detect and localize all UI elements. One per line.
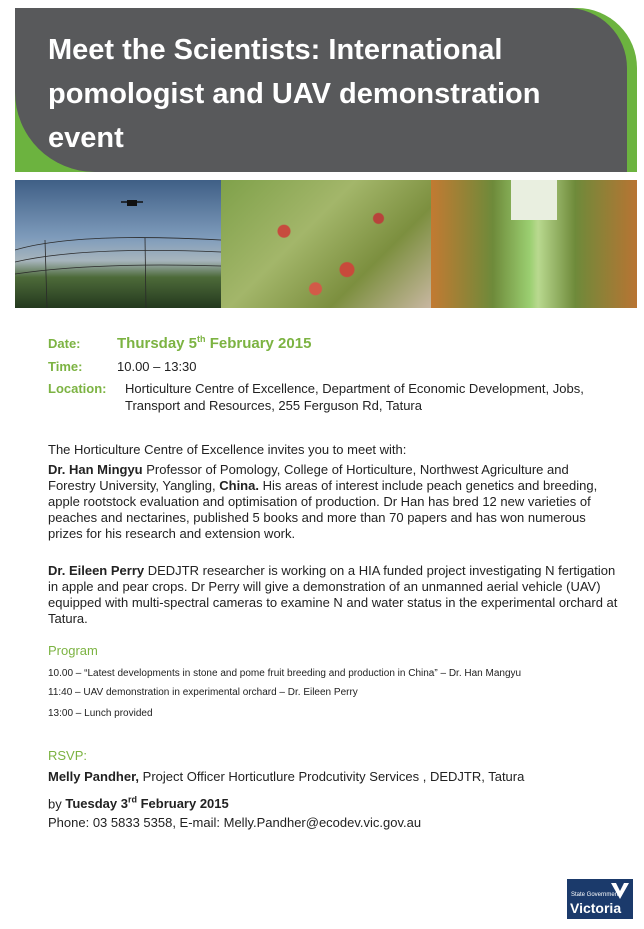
- rsvp-deadline-day: Tuesday 3: [65, 796, 128, 812]
- photo-strip: [15, 180, 637, 308]
- date-month-year: February 2015: [205, 335, 312, 352]
- rsvp-heading: RSVP:: [48, 748, 88, 763]
- time-label: Time:: [48, 359, 83, 374]
- logo-main-text: Victoria: [570, 900, 622, 916]
- rsvp-deadline-date: [65, 796, 228, 811]
- logo-small-text: State Government: [571, 892, 620, 898]
- location-line-2: Transport and Resources, 255 Ferguson Rd, Tatura: [125, 398, 422, 413]
- speaker-2-bio: [48, 563, 618, 627]
- speaker-2-name: Dr. Eileen Perry: [48, 563, 145, 578]
- drone-photo: [15, 180, 221, 308]
- date-day: Thursday 5: [117, 335, 198, 352]
- orchard-row-photo: [431, 180, 637, 308]
- program-item-2: 11:40 – UAV demonstration in experimental orchard – Dr. Eileen Perry: [48, 687, 358, 698]
- rsvp-phone-email: Phone: 03 5833 5358, E-mail: Melly.Pandher@ecodev.vic.gov.au: [48, 815, 422, 830]
- victoria-government-logo: [567, 879, 633, 919]
- time-value: 10.00 – 13:30: [117, 359, 197, 374]
- drone-icon: [15, 180, 221, 308]
- program-item-3: 13:00 – Lunch provided: [48, 708, 153, 719]
- rsvp-contact-role: Project Officer Horticutlure Prodcutivity Services , DEDJTR, Tatura: [139, 769, 525, 784]
- intro-text: The Horticulture Centre of Excellence invites you to meet with:: [48, 442, 407, 457]
- apple-tree-photo: [221, 180, 431, 308]
- program-heading: Program: [48, 643, 98, 658]
- location-line-1: Horticulture Centre of Excellence, Department of Economic Development, Jobs,: [125, 381, 584, 396]
- location-label: Location:: [48, 381, 107, 396]
- date-suffix: th: [197, 334, 206, 344]
- speaker-2-bio-text: DEDJTR researcher is working on a HIA funded project investigating N fertigation in apple and pear crops. Dr Perry will give a demonstration of an unmanned aerial vehicle (UAV) equipped with multi-spectral cameras to examine N and water status in the experimental orchard at Tatura.: [48, 563, 618, 626]
- rsvp-contact-name: Melly Pandher,: [48, 769, 140, 784]
- orchard-sky: [511, 180, 557, 220]
- page-title: Meet the Scientists: International pomologist and UAV demonstration event: [48, 34, 541, 154]
- speaker-1-bio-b: His areas of interest include peach genetics and breeding, apple rootstock evaluation and optimisation of production. Dr Han has bred 12 new varieties of peaches and nectarines, published 5 books and more than 70 papers and has won numerous prizes for his research and extension work.: [48, 478, 598, 541]
- date-value: [117, 334, 311, 352]
- speaker-1-name: Dr. Han Mingyu: [48, 462, 143, 477]
- rsvp-by-prefix: by: [48, 796, 66, 812]
- rsvp-contact: [48, 769, 618, 785]
- rsvp-deadline-month-year: February 2015: [136, 796, 229, 812]
- rsvp-deadline: [48, 792, 618, 812]
- speaker-1-bio-a: Professor of Pomology, College of Horticulture, Northwest Agriculture and Forestry University, Yangling,: [48, 462, 569, 493]
- program-item-1: 10.00 – “Latest developments in stone and pome fruit breeding and production in China” – Dr. Han Mangyu: [48, 668, 522, 679]
- speaker-1-country: China.: [219, 478, 259, 493]
- rsvp-deadline-suffix: rd: [127, 795, 137, 805]
- speaker-1-bio: [48, 462, 618, 542]
- date-label: Date:: [48, 336, 81, 351]
